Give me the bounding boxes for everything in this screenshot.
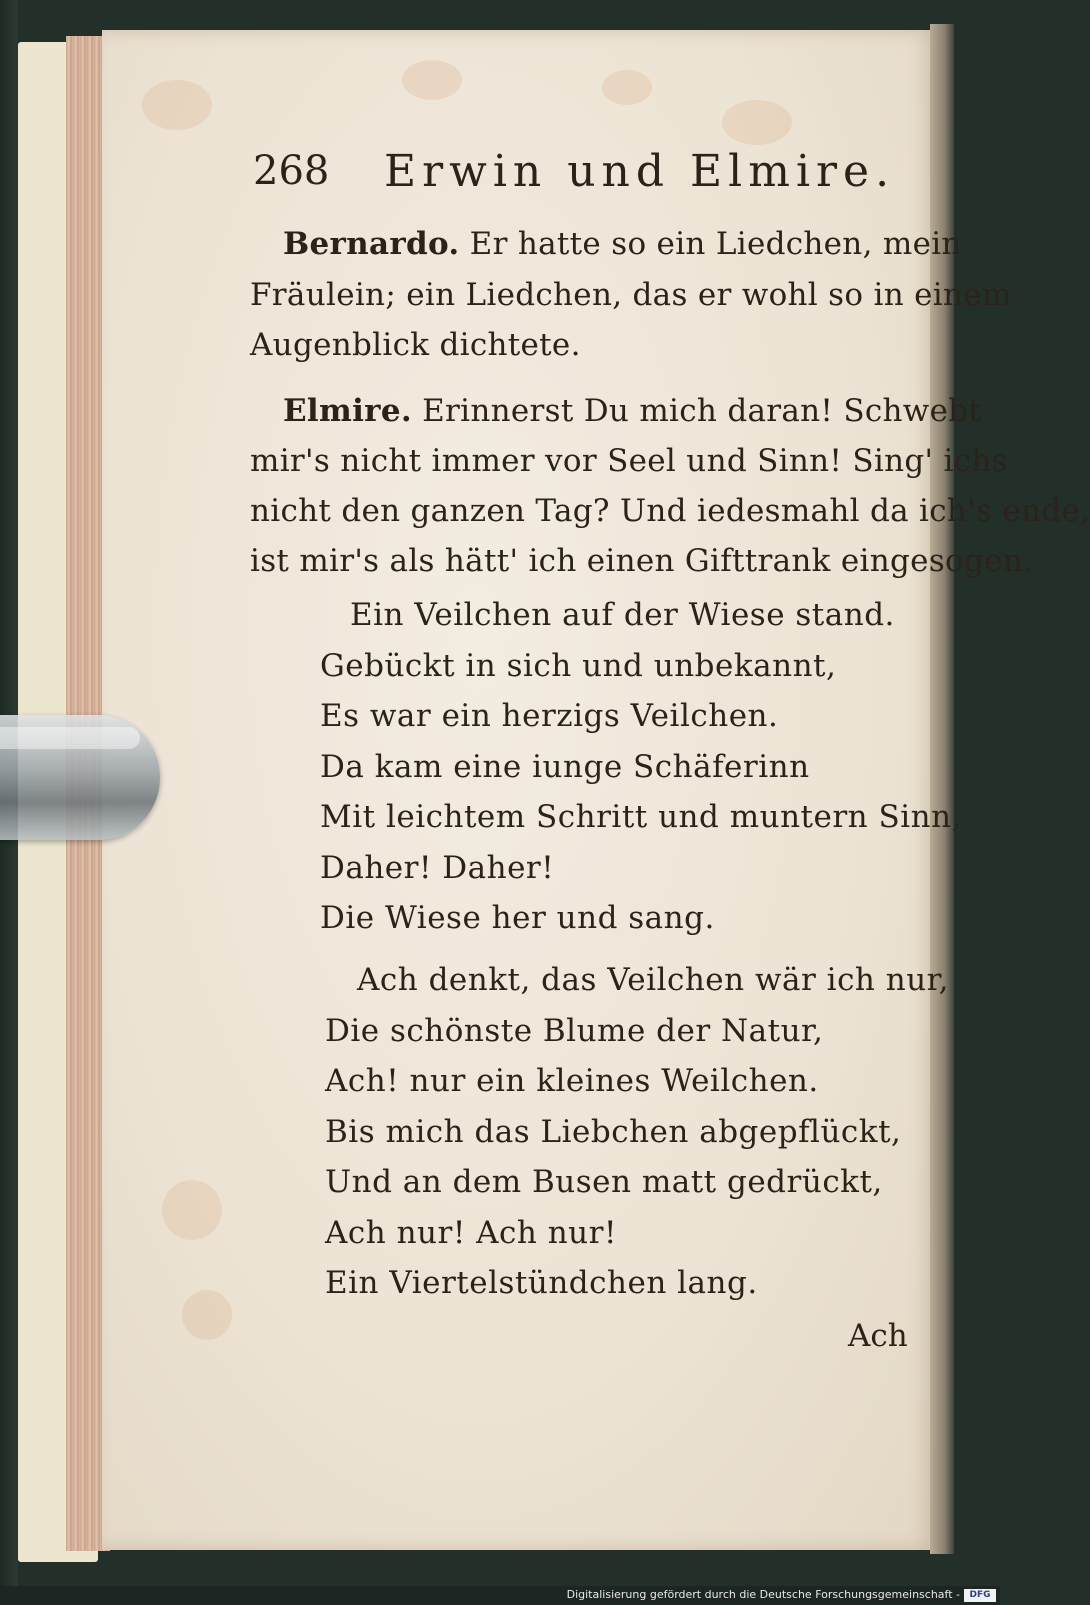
- running-title: Erwin und Elmire.: [384, 146, 896, 197]
- prose-line: [250, 327, 581, 363]
- speaker-name: Elmire.: [283, 393, 412, 429]
- verse-line: Und an dem Busen matt gedrückt,: [325, 1164, 883, 1200]
- verse-line: Bis mich das Liebchen abgepflückt,: [325, 1113, 902, 1150]
- prose-text: Erinnerst Du mich daran! Schwebt: [411, 393, 982, 429]
- verse-line: Die Wiese her und sang.: [320, 900, 715, 936]
- clamp-highlight: [0, 727, 140, 749]
- prose-text: nicht den ganzen Tag? Und iedesmahl da ich's ende,: [250, 493, 1090, 529]
- prose-line: [250, 277, 1012, 313]
- prose-text: Augenblick dichtete.: [250, 327, 581, 363]
- verse-line: Mit leichtem Schritt und muntern Sinn,: [320, 799, 962, 835]
- page-number: 268: [253, 148, 330, 194]
- speaker-name: Bernardo.: [283, 226, 460, 262]
- verse-line: Ein Viertelstündchen lang.: [325, 1265, 758, 1301]
- prose-line: [250, 493, 1090, 529]
- catchword: Ach: [848, 1318, 908, 1354]
- prose-text: mir's nicht immer vor Seel und Sinn! Sing' ichs: [250, 443, 1008, 479]
- verse-line: Ach nur! Ach nur!: [325, 1214, 617, 1251]
- prose-line: [283, 393, 981, 429]
- dfg-logo: DFG: [964, 1589, 996, 1602]
- prose-text: Fräulein; ein Liedchen, das er wohl so in einem: [250, 277, 1012, 313]
- verse-line: Da kam eine iunge Schäferinn: [320, 748, 810, 785]
- verse-line: Ein Veilchen auf der Wiese stand.: [350, 597, 895, 633]
- prose-text: ist mir's als hätt' ich einen Gifttrank eingesogen.: [250, 543, 1034, 579]
- verse-line: Gebückt in sich und unbekannt,: [320, 647, 837, 684]
- verse-line: Die schönste Blume der Natur,: [325, 1012, 824, 1049]
- prose-text: Er hatte so ein Liedchen, mein: [459, 226, 962, 262]
- prose-line: [283, 226, 962, 262]
- verse-line: Es war ein herzigs Veilchen.: [320, 698, 779, 734]
- verse-line: Ach! nur ein kleines Weilchen.: [325, 1063, 819, 1099]
- prose-line: [250, 443, 1008, 479]
- verse-line: Ach denkt, das Veilchen wär ich nur,: [357, 962, 949, 998]
- footer-credit: Digitalisierung gefördert durch die Deutsche Forschungsgemeinschaft -: [566, 1588, 960, 1601]
- verse-line: Daher! Daher!: [320, 849, 555, 886]
- prose-line: [250, 543, 1033, 579]
